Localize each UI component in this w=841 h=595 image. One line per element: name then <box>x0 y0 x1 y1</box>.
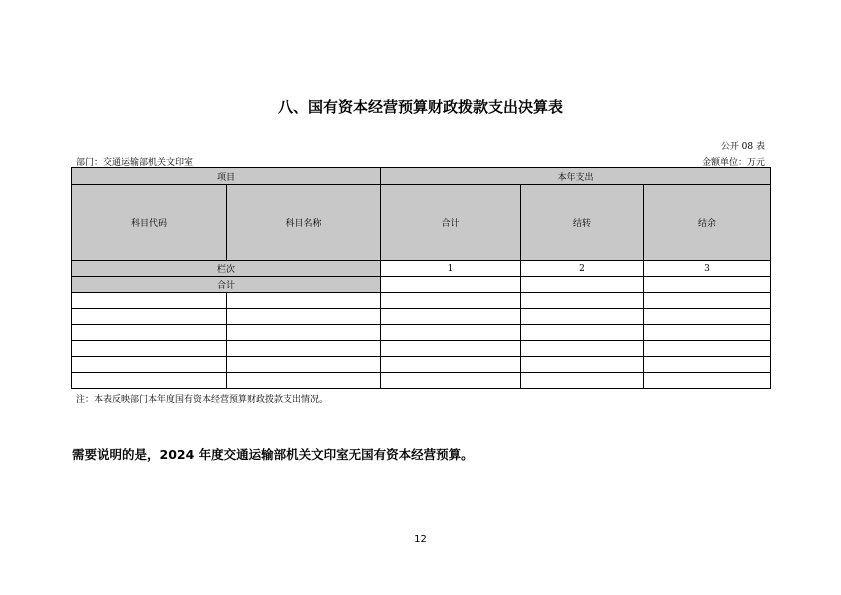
table-cell <box>644 373 771 389</box>
table-cell <box>381 309 521 325</box>
table-cell <box>644 277 771 293</box>
table-cell <box>521 373 644 389</box>
table-cell <box>227 293 381 309</box>
table-row <box>72 341 771 357</box>
page-number: 12 <box>414 534 427 545</box>
row-index-3: 3 <box>644 261 771 277</box>
expenditure-table <box>71 167 771 389</box>
table-cell <box>72 325 227 341</box>
table-cell <box>227 341 381 357</box>
table-cell <box>381 357 521 373</box>
col-subject-code: 科目代码 <box>72 185 227 261</box>
table-cell <box>644 357 771 373</box>
table-cell <box>521 309 644 325</box>
table-cell <box>521 293 644 309</box>
row-index-label: 栏次 <box>72 261 381 277</box>
table-cell <box>644 309 771 325</box>
form-number: 公开 08 表 <box>720 142 765 152</box>
table-title: 八、国有资本经营预算财政拨款支出决算表 <box>277 98 563 116</box>
table-cell <box>644 341 771 357</box>
table-cell <box>381 293 521 309</box>
table-cell <box>521 357 644 373</box>
table-row <box>72 309 771 325</box>
table-cell <box>227 357 381 373</box>
table-cell <box>227 373 381 389</box>
table-cell <box>521 341 644 357</box>
col-subject-name: 科目名称 <box>227 185 381 261</box>
table-cell <box>72 293 227 309</box>
table-cell <box>381 325 521 341</box>
table-cell <box>227 309 381 325</box>
table-cell <box>381 277 521 293</box>
table-cell <box>72 357 227 373</box>
table-cell <box>227 325 381 341</box>
table-row <box>72 373 771 389</box>
table-cell <box>521 325 644 341</box>
col-balance: 结余 <box>644 185 771 261</box>
table-cell <box>72 309 227 325</box>
table-cell <box>644 325 771 341</box>
table-cell <box>381 373 521 389</box>
table-cell <box>72 373 227 389</box>
col-total: 合计 <box>381 185 521 261</box>
table-cell <box>521 277 644 293</box>
table-note: 注：本表反映部门本年度国有资本经营预算财政拨款支出情况。 <box>76 395 329 405</box>
table-row <box>72 357 771 373</box>
table-cell <box>381 341 521 357</box>
department-label: 部门：交通运输部机关文印室 <box>76 158 194 168</box>
header-year-expense: 本年支出 <box>381 168 771 185</box>
header-item: 项目 <box>72 168 381 185</box>
table-row <box>72 293 771 309</box>
amount-unit-label: 金额单位：万元 <box>701 158 765 168</box>
row-index-1: 1 <box>381 261 521 277</box>
total-row-label: 合计 <box>72 277 381 293</box>
row-index-2: 2 <box>521 261 644 277</box>
table-cell <box>72 341 227 357</box>
table-cell <box>644 293 771 309</box>
table-row <box>72 325 771 341</box>
col-transfer: 结转 <box>521 185 644 261</box>
explanation-statement: 需要说明的是，2024 年度交通运输部机关文印室无国有资本经营预算。 <box>72 447 474 462</box>
